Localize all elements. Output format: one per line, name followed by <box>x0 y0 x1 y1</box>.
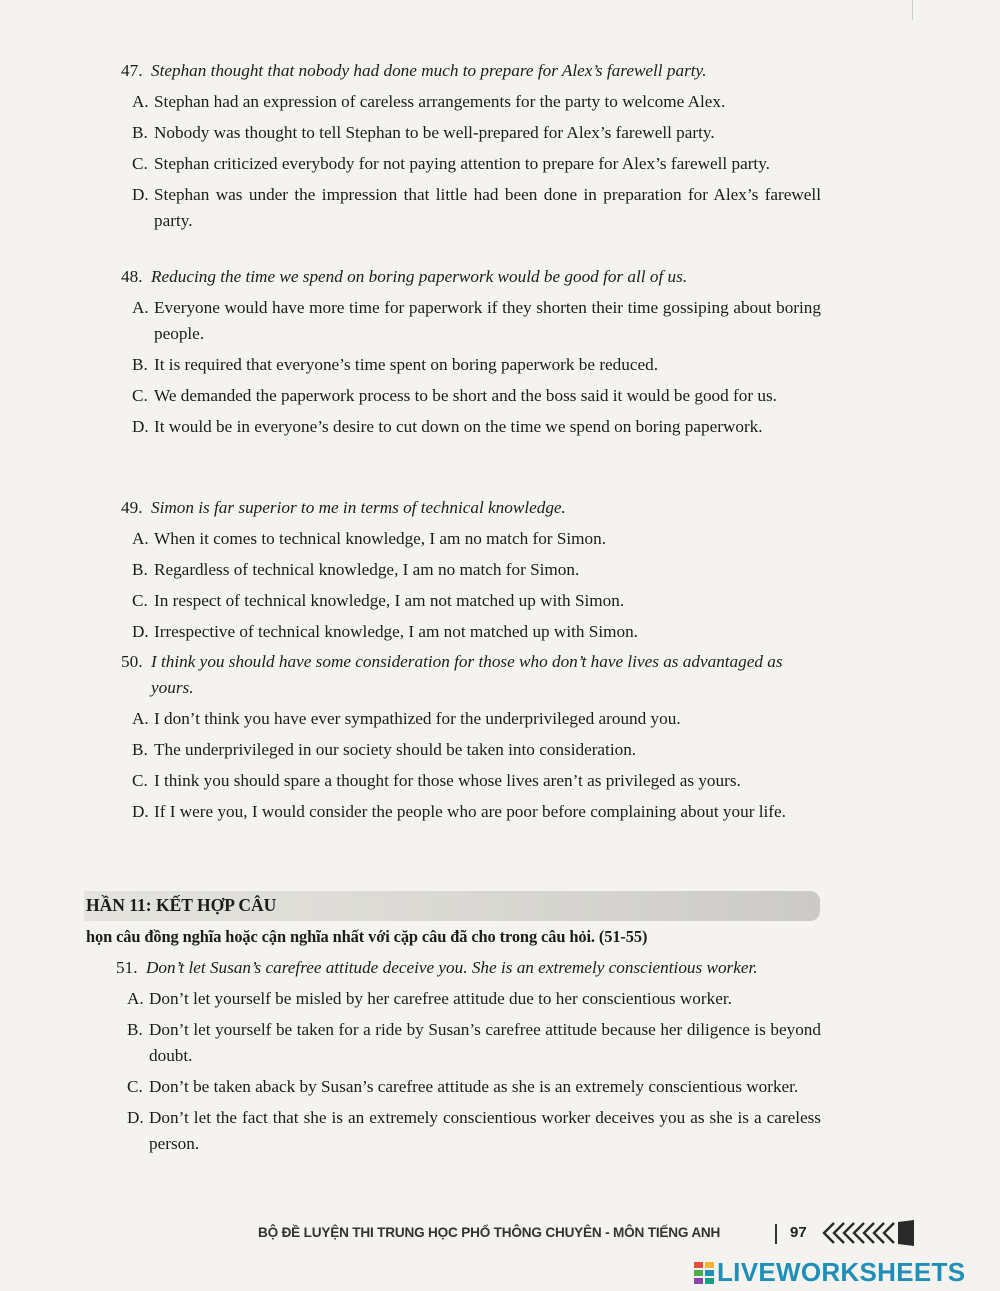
option-b[interactable] <box>132 557 821 583</box>
option-text: Nobody was thought to tell Stephan to be well-prepared for Alex’s farewell party. <box>154 123 715 142</box>
option-letter: A. <box>132 92 149 111</box>
page-number: 97 <box>790 1224 807 1241</box>
question-stem <box>121 264 821 290</box>
option-letter: A. <box>132 298 149 317</box>
question-stem <box>121 649 821 701</box>
option-text: Don’t let the fact that she is an extremely conscientious worker deceives you as she is a careless person. <box>149 1108 821 1153</box>
option-a[interactable] <box>127 986 821 1012</box>
question-47 <box>121 58 821 234</box>
option-text: Stephan had an expression of careless arrangements for the party to welcome Alex. <box>154 92 726 111</box>
option-d[interactable] <box>132 414 821 440</box>
option-text: Everyone would have more time for paperwork if they shorten their time gossiping about boring people. <box>154 298 821 343</box>
option-text: Regardless of technical knowledge, I am no match for Simon. <box>154 560 580 579</box>
option-text: Stephan was under the impression that little had been done in preparation for Alex’s farewell party. <box>154 185 821 230</box>
section-instruction: họn câu đồng nghĩa hoặc cận nghĩa nhất với cặp câu đã cho trong câu hỏi. (51-55) <box>86 927 648 946</box>
option-text: Irrespective of technical knowledge, I am not matched up with Simon. <box>154 622 638 641</box>
option-text: In respect of technical knowledge, I am not matched up with Simon. <box>154 591 625 610</box>
option-letter: C. <box>127 1077 143 1096</box>
option-a[interactable] <box>132 295 821 347</box>
option-letter: D. <box>132 417 149 436</box>
option-c[interactable] <box>132 768 821 794</box>
question-number: 50. <box>121 652 143 671</box>
section-title: HẦN 11: KẾT HỢP CÂU <box>86 895 277 915</box>
question-text: Stephan thought that nobody had done much to prepare for Alex’s farewell party. <box>151 61 707 80</box>
option-letter: C. <box>132 591 148 610</box>
option-letter: A. <box>132 709 149 728</box>
question-49 <box>121 495 821 645</box>
option-c[interactable] <box>132 151 821 177</box>
question-number: 48. <box>121 267 143 286</box>
question-stem <box>116 955 821 981</box>
option-letter: B. <box>132 123 148 142</box>
liveworksheets-brand-text: LIVEWORKSHEETS <box>717 1257 966 1287</box>
question-50 <box>121 649 821 825</box>
option-b[interactable] <box>132 352 821 378</box>
option-text: The underprivileged in our society should be taken into consideration. <box>154 740 637 759</box>
option-b[interactable] <box>132 737 821 763</box>
question-text: Reducing the time we spend on boring paperwork would be good for all of us. <box>151 267 688 286</box>
option-letter: B. <box>132 355 148 374</box>
scan-edge-mark <box>912 0 913 20</box>
option-d[interactable] <box>132 619 821 645</box>
liveworksheets-watermark[interactable] <box>694 1257 965 1288</box>
option-letter: B. <box>132 560 148 579</box>
option-letter: D. <box>132 185 149 204</box>
option-d[interactable] <box>132 799 821 825</box>
option-letter: C. <box>132 154 148 173</box>
option-d[interactable] <box>132 182 821 234</box>
option-text: If I were you, I would consider the people who are poor before complaining about your life. <box>154 802 786 821</box>
question-text: I think you should have some consideration for those who don’t have lives as advantaged as yours. <box>151 652 783 697</box>
option-letter: B. <box>127 1020 143 1039</box>
option-text: I think you should spare a thought for those whose lives aren’t as privileged as yours. <box>154 771 741 790</box>
option-c[interactable] <box>132 588 821 614</box>
question-stem <box>121 495 821 521</box>
option-text: It is required that everyone’s time spent on boring paperwork be reduced. <box>154 355 659 374</box>
liveworksheets-logo-icon <box>694 1262 714 1284</box>
option-letter: C. <box>132 386 148 405</box>
option-text: Don’t be taken aback by Susan’s carefree attitude as she is an extremely conscientious worker. <box>149 1077 799 1096</box>
option-text: Don’t let yourself be taken for a ride by Susan’s carefree attitude because her diligence is beyond doubt. <box>149 1020 821 1065</box>
option-letter: D. <box>132 802 149 821</box>
option-text: When it comes to technical knowledge, I am no match for Simon. <box>154 529 607 548</box>
option-c[interactable] <box>127 1074 821 1100</box>
option-letter: C. <box>132 771 148 790</box>
option-a[interactable] <box>132 526 821 552</box>
option-b[interactable] <box>132 120 821 146</box>
option-text: We demanded the paperwork process to be short and the boss said it would be good for us. <box>154 386 777 405</box>
option-a[interactable] <box>132 89 821 115</box>
option-d[interactable] <box>127 1105 821 1157</box>
question-48 <box>121 264 821 440</box>
footer-divider <box>775 1224 777 1244</box>
book-title-footer: BỘ ĐỀ LUYỆN THI TRUNG HỌC PHỔ THÔNG CHUYÊN - MÔN TIẾNG ANH <box>258 1225 721 1240</box>
question-number: 51. <box>116 958 138 977</box>
option-letter: A. <box>132 529 149 548</box>
option-letter: D. <box>132 622 149 641</box>
option-letter: A. <box>127 989 144 1008</box>
question-stem <box>121 58 821 84</box>
option-text: Stephan criticized everybody for not paying attention to prepare for Alex’s farewell party. <box>154 154 770 173</box>
question-text: Don’t let Susan’s carefree attitude deceive you. She is an extremely conscientious worker. <box>146 958 758 977</box>
option-b[interactable] <box>127 1017 821 1069</box>
option-text: I don’t think you have ever sympathized for the underprivileged around you. <box>154 709 681 728</box>
question-51 <box>116 955 821 1157</box>
question-number: 47. <box>121 61 143 80</box>
question-text: Simon is far superior to me in terms of technical knowledge. <box>151 498 566 517</box>
option-a[interactable] <box>132 706 821 732</box>
chevrons-icon <box>820 1219 915 1247</box>
option-text: It would be in everyone’s desire to cut down on the time we spend on boring paperwork. <box>154 417 763 436</box>
option-letter: B. <box>132 740 148 759</box>
option-letter: D. <box>127 1108 144 1127</box>
option-c[interactable] <box>132 383 821 409</box>
option-text: Don’t let yourself be misled by her carefree attitude due to her conscientious worker. <box>149 989 732 1008</box>
question-number: 49. <box>121 498 143 517</box>
